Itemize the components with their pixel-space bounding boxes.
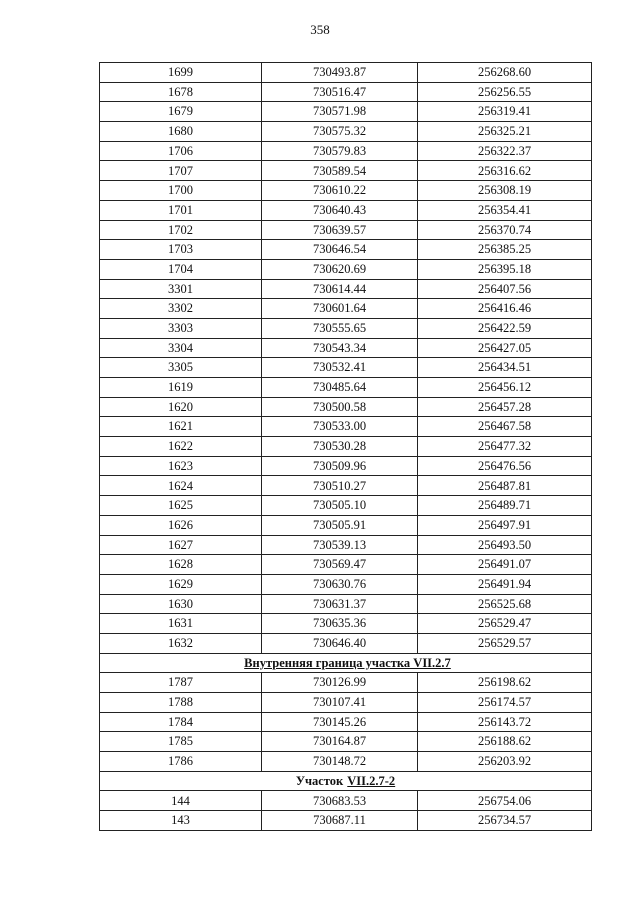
x-coordinate-cell: 730589.54 [262,161,418,181]
table-row [100,358,592,378]
y-coordinate-cell: 256354.41 [418,200,592,220]
point-number-cell: 1621 [100,417,262,437]
y-coordinate-cell: 256529.57 [418,633,592,653]
table-row [100,141,592,161]
x-coordinate-cell: 730530.28 [262,437,418,457]
table-row [100,220,592,240]
y-coordinate-cell: 256457.28 [418,397,592,417]
table-row [100,102,592,122]
y-coordinate-cell: 256493.50 [418,535,592,555]
x-coordinate-cell: 730539.13 [262,535,418,555]
point-number-cell: 3302 [100,299,262,319]
point-number-cell: 1785 [100,732,262,752]
x-coordinate-cell: 730614.44 [262,279,418,299]
point-number-cell: 3305 [100,358,262,378]
table-row [100,240,592,260]
table-row [100,318,592,338]
x-coordinate-cell: 730630.76 [262,574,418,594]
y-coordinate-cell: 256476.56 [418,456,592,476]
point-number-cell: 1632 [100,633,262,653]
section-heading-row [100,653,592,673]
y-coordinate-cell: 256174.57 [418,693,592,713]
y-coordinate-cell: 256427.05 [418,338,592,358]
table-row [100,161,592,181]
point-number-cell: 143 [100,811,262,831]
point-number-cell: 1631 [100,614,262,634]
x-coordinate-cell: 730569.47 [262,555,418,575]
x-coordinate-cell: 730164.87 [262,732,418,752]
x-coordinate-cell: 730543.34 [262,338,418,358]
x-coordinate-cell: 730510.27 [262,476,418,496]
table-row [100,417,592,437]
point-number-cell: 1707 [100,161,262,181]
y-coordinate-cell: 256385.25 [418,240,592,260]
table-row [100,476,592,496]
point-number-cell: 1700 [100,181,262,201]
y-coordinate-cell: 256256.55 [418,82,592,102]
table-row [100,633,592,653]
section-heading-code: Внутренняя граница участка VII.2.7 [244,655,451,670]
table-row [100,732,592,752]
x-coordinate-cell: 730639.57 [262,220,418,240]
table-row [100,200,592,220]
x-coordinate-cell: 730493.87 [262,63,418,83]
point-number-cell: 1701 [100,200,262,220]
x-coordinate-cell: 730620.69 [262,259,418,279]
point-number-cell: 1699 [100,63,262,83]
table-row [100,63,592,83]
x-coordinate-cell: 730555.65 [262,318,418,338]
section-heading [100,653,592,673]
point-number-cell: 1679 [100,102,262,122]
point-number-cell: 1703 [100,240,262,260]
y-coordinate-cell: 256434.51 [418,358,592,378]
y-coordinate-cell: 256188.62 [418,732,592,752]
x-coordinate-cell: 730533.00 [262,417,418,437]
point-number-cell: 1784 [100,712,262,732]
point-number-cell: 3303 [100,318,262,338]
table-row [100,378,592,398]
y-coordinate-cell: 256203.92 [418,752,592,772]
x-coordinate-cell: 730601.64 [262,299,418,319]
coordinate-table [99,62,592,831]
y-coordinate-cell: 256370.74 [418,220,592,240]
y-coordinate-cell: 256477.32 [418,437,592,457]
table-row [100,791,592,811]
point-number-cell: 1623 [100,456,262,476]
table-row [100,259,592,279]
table-row [100,397,592,417]
page-number: 358 [310,22,330,37]
y-coordinate-cell: 256322.37 [418,141,592,161]
point-number-cell: 1702 [100,220,262,240]
x-coordinate-cell: 730126.99 [262,673,418,693]
point-number-cell: 1626 [100,515,262,535]
table-row [100,555,592,575]
point-number-cell: 1620 [100,397,262,417]
section-heading-row [100,771,592,791]
table-row [100,122,592,142]
point-number-cell: 1625 [100,496,262,516]
table-row [100,673,592,693]
point-number-cell: 1680 [100,122,262,142]
y-coordinate-cell: 256308.19 [418,181,592,201]
table-row [100,515,592,535]
x-coordinate-cell: 730640.43 [262,200,418,220]
x-coordinate-cell: 730635.36 [262,614,418,634]
y-coordinate-cell: 256316.62 [418,161,592,181]
point-number-cell: 3301 [100,279,262,299]
table-row [100,693,592,713]
y-coordinate-cell: 256325.21 [418,122,592,142]
point-number-cell: 1628 [100,555,262,575]
table-row [100,338,592,358]
point-number-cell: 144 [100,791,262,811]
table-row [100,437,592,457]
table-row [100,496,592,516]
x-coordinate-cell: 730610.22 [262,181,418,201]
x-coordinate-cell: 730579.83 [262,141,418,161]
point-number-cell: 1624 [100,476,262,496]
x-coordinate-cell: 730485.64 [262,378,418,398]
y-coordinate-cell: 256422.59 [418,318,592,338]
x-coordinate-cell: 730500.58 [262,397,418,417]
y-coordinate-cell: 256143.72 [418,712,592,732]
table-row [100,299,592,319]
x-coordinate-cell: 730148.72 [262,752,418,772]
point-number-cell: 1706 [100,141,262,161]
x-coordinate-cell: 730631.37 [262,594,418,614]
y-coordinate-cell: 256529.47 [418,614,592,634]
y-coordinate-cell: 256497.91 [418,515,592,535]
y-coordinate-cell: 256467.58 [418,417,592,437]
y-coordinate-cell: 256487.81 [418,476,592,496]
x-coordinate-cell: 730532.41 [262,358,418,378]
point-number-cell: 1629 [100,574,262,594]
point-number-cell: 1630 [100,594,262,614]
section-heading-code: VII.2.7-2 [347,773,396,788]
table-row [100,614,592,634]
point-number-cell: 1786 [100,752,262,772]
table-row [100,535,592,555]
table-row [100,279,592,299]
table-row [100,181,592,201]
coordinate-table-body [100,63,592,831]
table-row [100,712,592,732]
section-heading [100,771,592,791]
x-coordinate-cell: 730505.91 [262,515,418,535]
table-row [100,752,592,772]
x-coordinate-cell: 730107.41 [262,693,418,713]
y-coordinate-cell: 256456.12 [418,378,592,398]
x-coordinate-cell: 730145.26 [262,712,418,732]
point-number-cell: 1619 [100,378,262,398]
y-coordinate-cell: 256489.71 [418,496,592,516]
x-coordinate-cell: 730646.54 [262,240,418,260]
x-coordinate-cell: 730505.10 [262,496,418,516]
table-row [100,594,592,614]
table-row [100,456,592,476]
y-coordinate-cell: 256734.57 [418,811,592,831]
x-coordinate-cell: 730575.32 [262,122,418,142]
table-row [100,811,592,831]
table-row [100,574,592,594]
x-coordinate-cell: 730516.47 [262,82,418,102]
section-heading-label: Участок [295,773,344,788]
point-number-cell: 1622 [100,437,262,457]
point-number-cell: 3304 [100,338,262,358]
table-row [100,82,592,102]
point-number-cell: 1788 [100,693,262,713]
y-coordinate-cell: 256491.07 [418,555,592,575]
x-coordinate-cell: 730687.11 [262,811,418,831]
x-coordinate-cell: 730646.40 [262,633,418,653]
y-coordinate-cell: 256754.06 [418,791,592,811]
point-number-cell: 1704 [100,259,262,279]
y-coordinate-cell: 256525.68 [418,594,592,614]
y-coordinate-cell: 256198.62 [418,673,592,693]
x-coordinate-cell: 730509.96 [262,456,418,476]
y-coordinate-cell: 256395.18 [418,259,592,279]
point-number-cell: 1678 [100,82,262,102]
y-coordinate-cell: 256407.56 [418,279,592,299]
y-coordinate-cell: 256268.60 [418,63,592,83]
y-coordinate-cell: 256491.94 [418,574,592,594]
point-number-cell: 1627 [100,535,262,555]
point-number-cell: 1787 [100,673,262,693]
y-coordinate-cell: 256319.41 [418,102,592,122]
x-coordinate-cell: 730571.98 [262,102,418,122]
x-coordinate-cell: 730683.53 [262,791,418,811]
y-coordinate-cell: 256416.46 [418,299,592,319]
